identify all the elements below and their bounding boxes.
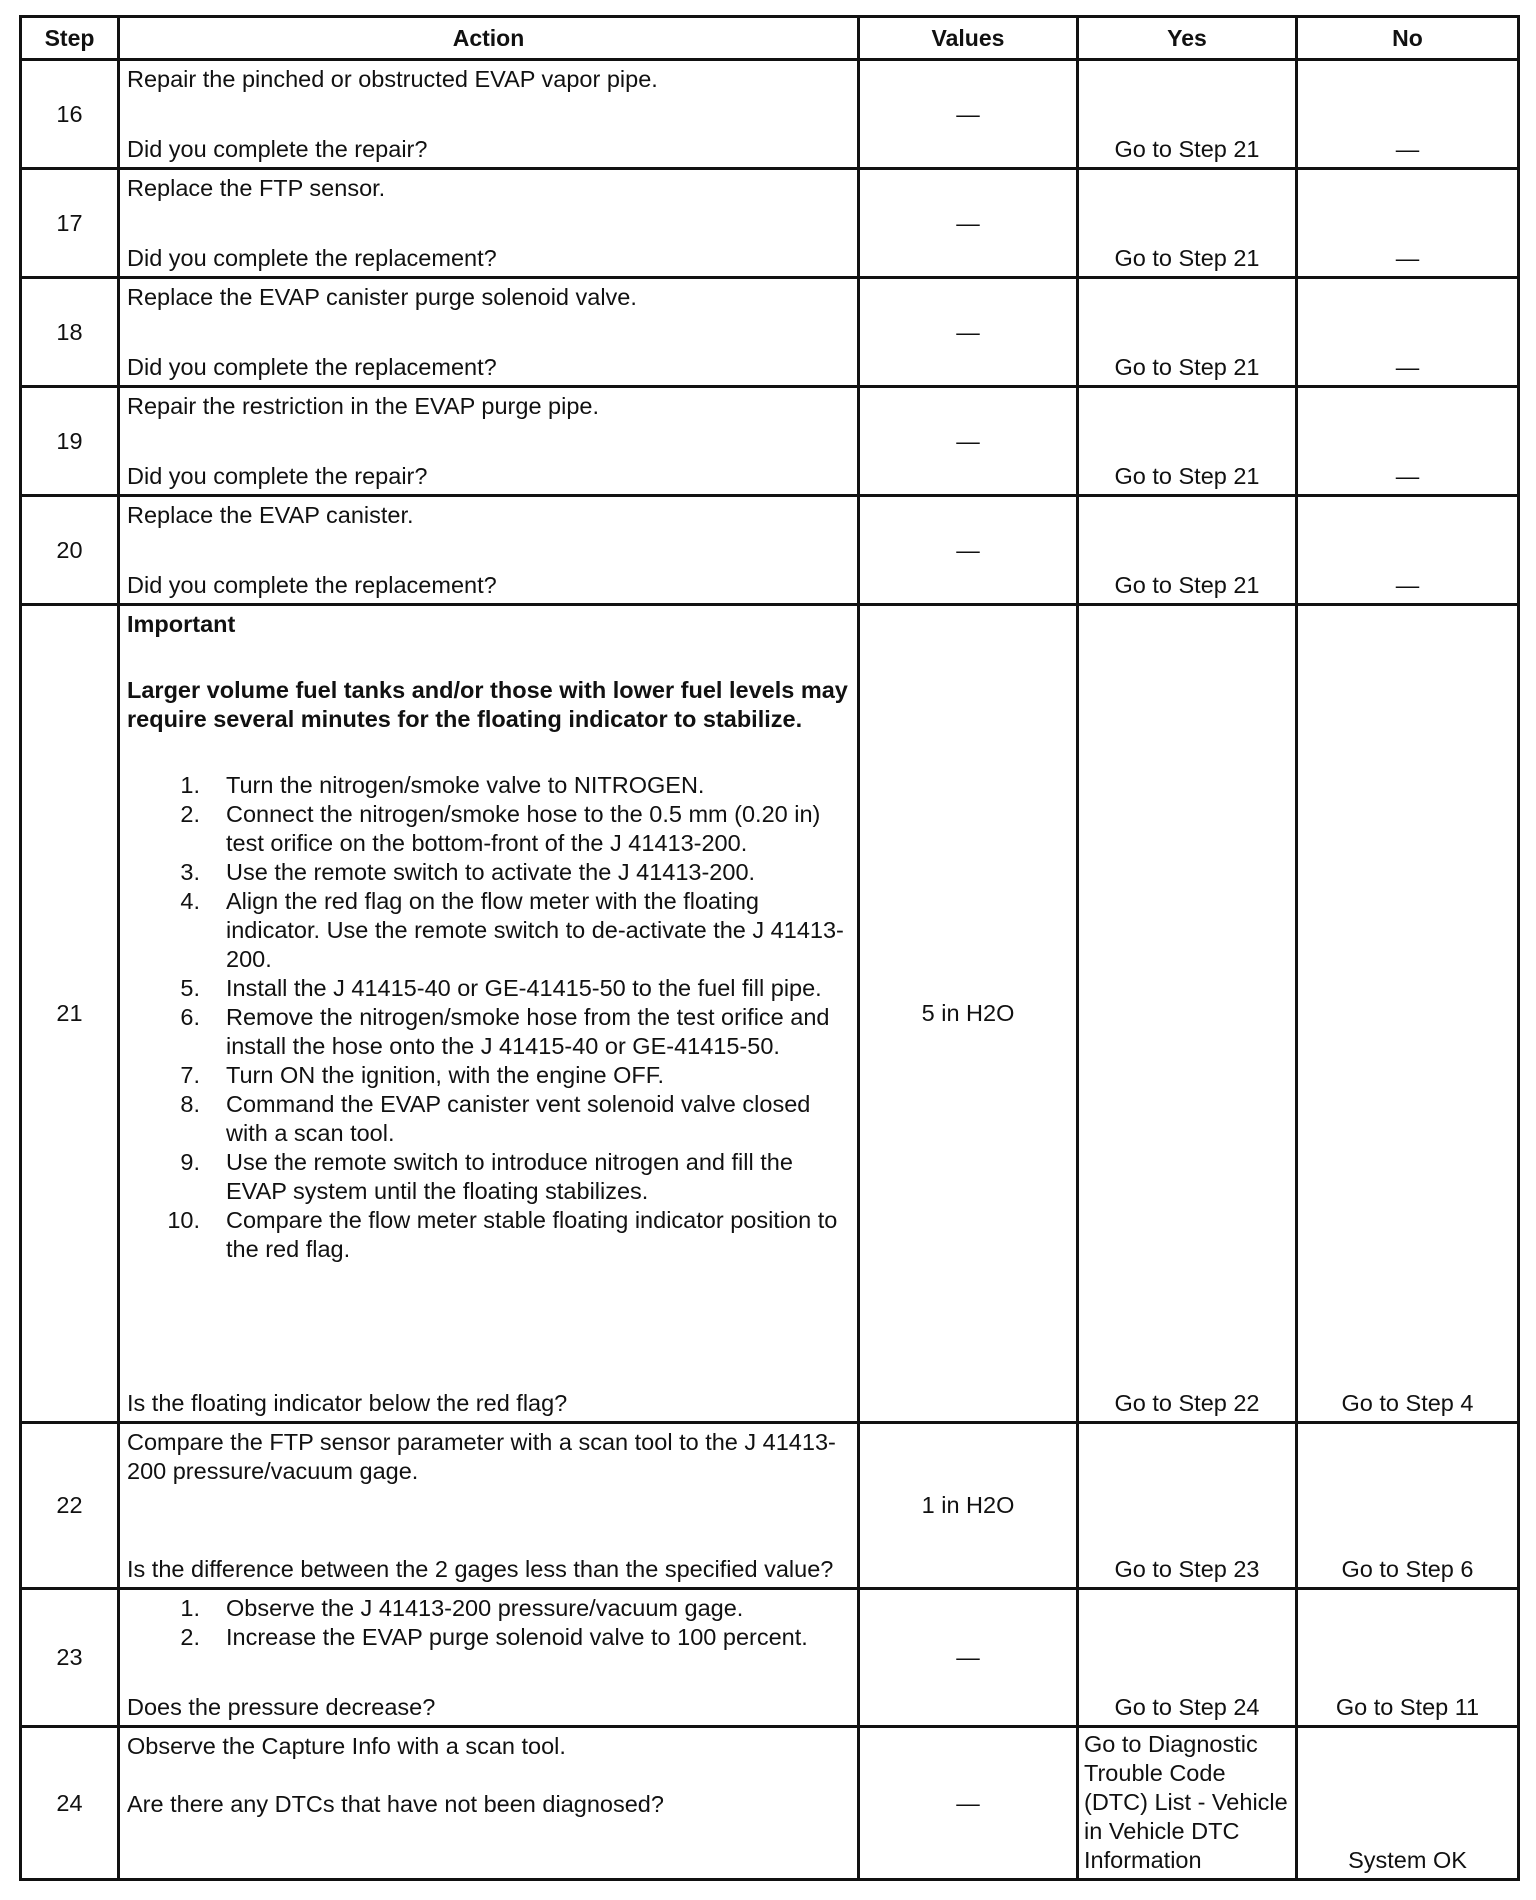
list-item <box>127 858 851 887</box>
substep-text: Install the J 41415-40 or GE-41415-50 to the fuel fill pipe. <box>226 975 822 1001</box>
header-step: Step <box>21 17 119 60</box>
no-cell <box>1297 387 1519 496</box>
substep-number: 2. <box>180 801 200 827</box>
action-cell <box>119 496 859 605</box>
step-number: 22 <box>21 1423 119 1589</box>
list-item <box>127 1594 851 1623</box>
yes-link[interactable]: Go to Step 23 <box>1114 1556 1260 1582</box>
substep-text: Remove the nitrogen/smoke hose from the test orifice and install the hose onto the J 41415-40 or GE-41415-50. <box>226 1004 830 1059</box>
substep-text: Turn ON the ignition, with the engine OFF. <box>226 1062 665 1088</box>
header-action: Action <box>119 17 859 60</box>
substep-number: 1. <box>180 1595 200 1621</box>
substep-number: 5. <box>180 975 200 1001</box>
substep-list <box>127 1594 851 1652</box>
no-link: — <box>1395 245 1420 271</box>
values-cell: 5 in H2O <box>859 605 1078 1423</box>
yes-cell <box>1078 60 1297 169</box>
substep-number: 6. <box>180 1004 200 1030</box>
substep-text: Command the EVAP canister vent solenoid valve closed with a scan tool. <box>226 1091 811 1146</box>
diagnostic-table <box>19 15 1520 1881</box>
question-text: Is the floating indicator below the red flag? <box>127 1390 568 1416</box>
yes-link[interactable]: Go to Step 21 <box>1114 572 1260 598</box>
no-cell <box>1297 1727 1519 1880</box>
yes-cell <box>1078 278 1297 387</box>
important-text: Larger volume fuel tanks and/or those with lower fuel levels may require several minutes for the floating indicator to stabilize. <box>127 677 848 732</box>
yes-link[interactable]: Go to Step 21 <box>1114 245 1260 271</box>
action-cell <box>119 60 859 169</box>
list-item <box>127 771 851 800</box>
table-header-row <box>21 17 1519 60</box>
action-text: Replace the FTP sensor. <box>127 175 386 201</box>
yes-cell <box>1078 605 1297 1423</box>
yes-link[interactable]: Go to Diagnostic Trouble Code (DTC) List - Vehicle in Vehicle DTC Information <box>1084 1731 1288 1873</box>
list-item <box>127 1061 851 1090</box>
table-row <box>21 387 1519 496</box>
question-text: Did you complete the replacement? <box>127 572 497 598</box>
yes-link[interactable]: Go to Step 24 <box>1114 1694 1260 1720</box>
step-number: 19 <box>21 387 119 496</box>
no-cell <box>1297 1423 1519 1589</box>
step-number: 20 <box>21 496 119 605</box>
no-link: — <box>1395 136 1420 162</box>
step-number: 17 <box>21 169 119 278</box>
no-cell <box>1297 1589 1519 1727</box>
question-text: Are there any DTCs that have not been diagnosed? <box>127 1791 664 1817</box>
no-link: — <box>1395 463 1420 489</box>
values-cell: — <box>859 278 1078 387</box>
substep-number: 1. <box>180 772 200 798</box>
values-cell: — <box>859 496 1078 605</box>
list-item <box>127 1090 851 1148</box>
substep-number: 3. <box>180 859 200 885</box>
values-cell: — <box>859 1727 1078 1880</box>
no-link: — <box>1395 572 1420 598</box>
substep-number: 10. <box>167 1207 200 1233</box>
no-cell <box>1297 496 1519 605</box>
list-item <box>127 800 851 858</box>
no-link[interactable]: Go to Step 6 <box>1341 1556 1474 1582</box>
action-cell <box>119 1423 859 1589</box>
table-row <box>21 605 1519 1423</box>
header-yes: Yes <box>1078 17 1297 60</box>
list-item <box>127 1148 851 1206</box>
substep-number: 7. <box>180 1062 200 1088</box>
table-row <box>21 496 1519 605</box>
no-cell <box>1297 278 1519 387</box>
yes-cell <box>1078 1727 1297 1880</box>
action-text: Replace the EVAP canister. <box>127 502 414 528</box>
list-item <box>127 974 851 1003</box>
substep-number: 9. <box>180 1149 200 1175</box>
step-number: 16 <box>21 60 119 169</box>
action-text: Repair the pinched or obstructed EVAP vapor pipe. <box>127 66 658 92</box>
action-cell <box>119 1727 859 1880</box>
action-text: Repair the restriction in the EVAP purge pipe. <box>127 393 600 419</box>
header-values: Values <box>859 17 1078 60</box>
action-text: Compare the FTP sensor parameter with a scan tool to the J 41413-200 pressure/vacuum gage. <box>127 1429 836 1484</box>
no-link[interactable]: Go to Step 11 <box>1335 1694 1480 1720</box>
list-item <box>127 1003 851 1061</box>
list-item <box>127 1206 851 1264</box>
step-number: 18 <box>21 278 119 387</box>
substep-list <box>127 771 851 1264</box>
important-title: Important <box>127 611 236 637</box>
substep-text: Turn the nitrogen/smoke valve to NITROGEN. <box>226 772 705 798</box>
yes-link[interactable]: Go to Step 22 <box>1114 1390 1260 1416</box>
header-no: No <box>1297 17 1519 60</box>
substep-text: Observe the J 41413-200 pressure/vacuum gage. <box>226 1595 744 1621</box>
list-item <box>127 887 851 974</box>
table-row <box>21 278 1519 387</box>
yes-link[interactable]: Go to Step 21 <box>1114 136 1260 162</box>
question-text: Did you complete the replacement? <box>127 354 497 380</box>
question-text: Does the pressure decrease? <box>127 1694 436 1720</box>
substep-number: 2. <box>180 1624 200 1650</box>
substep-text: Align the red flag on the flow meter with the floating indicator. Use the remote switch to de-activate the J 41413-200. <box>226 888 844 972</box>
yes-cell <box>1078 1589 1297 1727</box>
question-text: Did you complete the repair? <box>127 136 428 162</box>
step-number: 23 <box>21 1589 119 1727</box>
substep-text: Connect the nitrogen/smoke hose to the 0.5 mm (0.20 in) test orifice on the bottom-front of the J 41413-200. <box>226 801 821 856</box>
action-cell <box>119 605 859 1423</box>
substep-text: Use the remote switch to introduce nitrogen and fill the EVAP system until the floating stabilizes. <box>226 1149 793 1204</box>
no-cell <box>1297 605 1519 1423</box>
yes-cell <box>1078 1423 1297 1589</box>
yes-cell <box>1078 387 1297 496</box>
substep-number: 4. <box>180 888 200 914</box>
table-row <box>21 1727 1519 1880</box>
table-row <box>21 1423 1519 1589</box>
step-number: 24 <box>21 1727 119 1880</box>
question-text: Is the difference between the 2 gages less than the specified value? <box>127 1556 834 1582</box>
yes-cell <box>1078 496 1297 605</box>
values-cell: — <box>859 1589 1078 1727</box>
values-cell: — <box>859 387 1078 496</box>
no-cell <box>1297 169 1519 278</box>
no-link[interactable]: Go to Step 4 <box>1341 1390 1474 1416</box>
action-cell <box>119 169 859 278</box>
table-row <box>21 60 1519 169</box>
yes-link[interactable]: Go to Step 21 <box>1114 354 1260 380</box>
step-number: 21 <box>21 605 119 1423</box>
action-cell <box>119 278 859 387</box>
no-result: System OK <box>1348 1847 1467 1873</box>
action-cell <box>119 387 859 496</box>
question-text: Did you complete the repair? <box>127 463 428 489</box>
values-cell: — <box>859 169 1078 278</box>
values-cell: — <box>859 60 1078 169</box>
values-cell: 1 in H2O <box>859 1423 1078 1589</box>
action-text: Observe the Capture Info with a scan tool. <box>127 1733 566 1759</box>
substep-number: 8. <box>180 1091 200 1117</box>
table-row <box>21 169 1519 278</box>
yes-cell <box>1078 169 1297 278</box>
no-link: — <box>1395 354 1420 380</box>
no-cell <box>1297 60 1519 169</box>
list-item <box>127 1623 851 1652</box>
table-row <box>21 1589 1519 1727</box>
substep-text: Increase the EVAP purge solenoid valve to 100 percent. <box>226 1624 808 1650</box>
action-text: Replace the EVAP canister purge solenoid valve. <box>127 284 637 310</box>
yes-link[interactable]: Go to Step 21 <box>1114 463 1260 489</box>
substep-text: Compare the flow meter stable floating indicator position to the red flag. <box>226 1207 838 1262</box>
action-cell <box>119 1589 859 1727</box>
diagnostic-table-container <box>19 15 1517 1881</box>
question-text: Did you complete the replacement? <box>127 245 497 271</box>
substep-text: Use the remote switch to activate the J 41413-200. <box>226 859 756 885</box>
